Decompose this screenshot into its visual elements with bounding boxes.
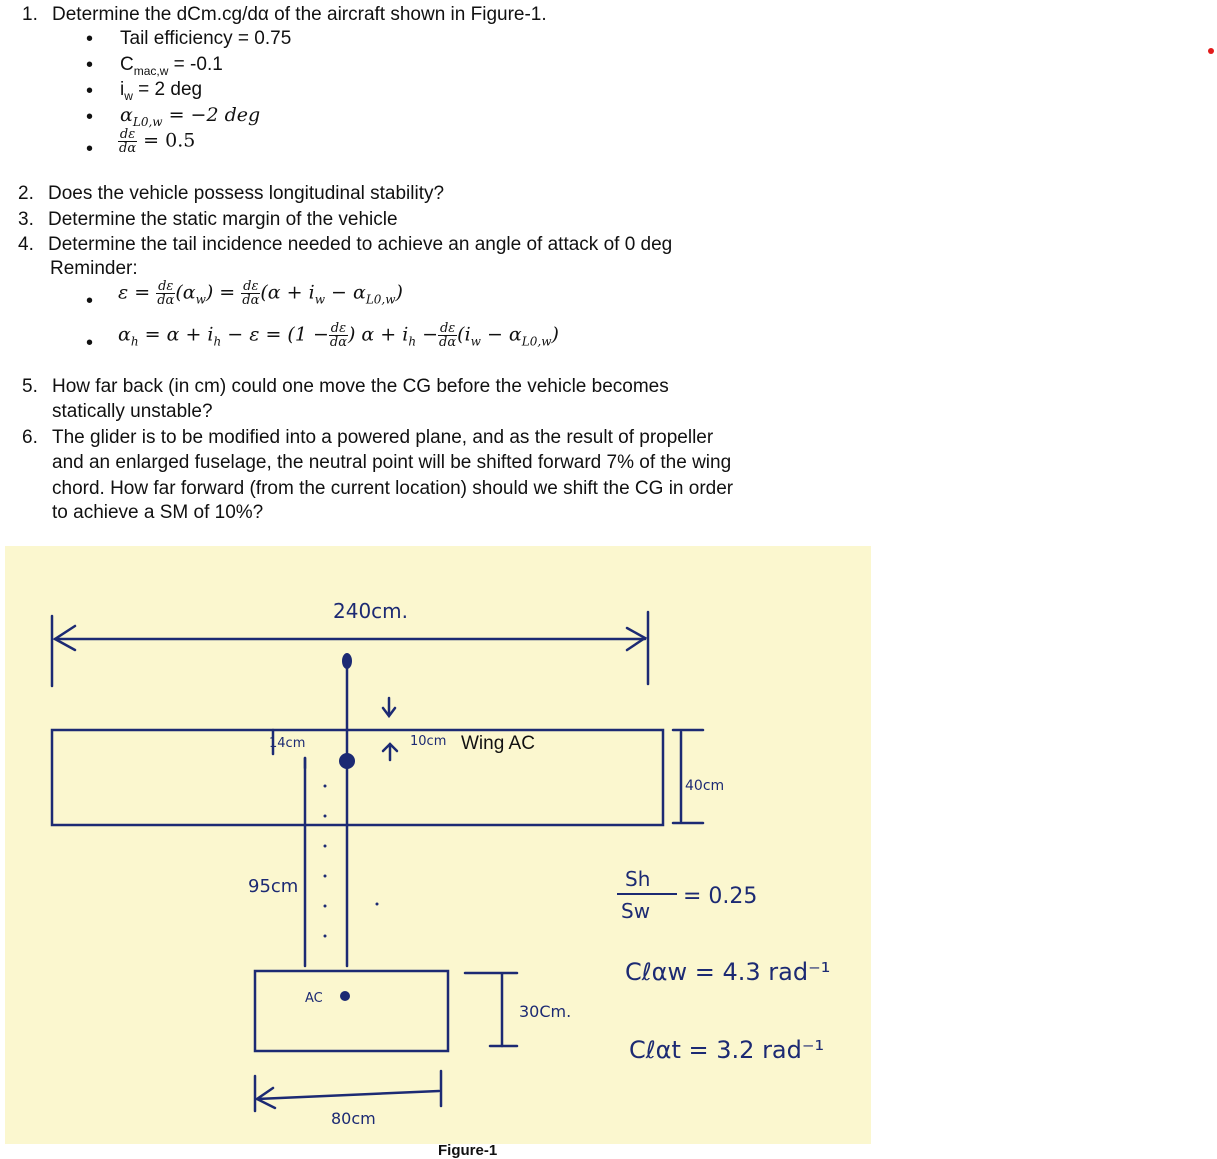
q1-text: Determine the dCm.cg/dα of the aircraft shown in Figure-1.	[52, 4, 547, 25]
nose-dot	[342, 653, 352, 669]
q3-text: Determine the static margin of the vehicle	[48, 209, 398, 230]
equation-alpha-h: $\alpha_h = \alpha + i_h - \varepsilon = (1$ − $\frac{d\varepsilon}{d\alpha}$ ) $\alpha + i_h$ − $\frac{d\varepsilon}{d\alpha}$ $(i_w - \alpha_{L0,w})$	[118, 321, 559, 350]
q6-line4: to achieve a SM of 10%?	[52, 502, 264, 523]
q6-line1: The glider is to be modified into a powered plane, and as the result of propeller	[52, 427, 714, 448]
tail-span-label: 80cm	[331, 1109, 376, 1128]
q6-line2: and an enlarged fuselage, the neutral point will be shifted forward 7% of the wing	[52, 452, 732, 473]
q5-number: 5.	[22, 376, 38, 397]
area-ratio-den: Sw	[621, 899, 651, 923]
q2-number: 2.	[18, 183, 34, 204]
q4-number: 4.	[18, 234, 34, 255]
given-iw: $i_w = 2$ deg	[120, 79, 203, 103]
bullet: •	[86, 290, 94, 312]
q3-number: 3.	[18, 209, 34, 230]
reminder-label: Reminder:	[50, 258, 138, 279]
tail-span-dimension-line	[257, 1091, 439, 1099]
area-ratio-value: = 0.25	[683, 884, 758, 909]
bullet: •	[86, 106, 94, 128]
bullet: •	[86, 80, 94, 102]
ac-offset-label: 10cm	[410, 734, 447, 749]
q5-line2: statically unstable?	[52, 401, 213, 422]
red-marker-dot	[1208, 48, 1214, 54]
tail-outline	[255, 971, 448, 1051]
tail-chord-label: 30Cm.	[519, 1002, 572, 1021]
bullet: •	[86, 138, 94, 160]
q1-number: 1.	[22, 4, 38, 25]
bullet: •	[86, 54, 94, 76]
figure-1-sketch	[5, 546, 871, 1144]
wing-outline	[52, 730, 663, 825]
q5-line1: How far back (in cm) could one move the CG before the vehicle becomes	[52, 376, 669, 397]
tail-ac-marker	[340, 991, 350, 1001]
dotted-line	[324, 785, 379, 938]
q6-line3: chord. How far forward (from the current location) should we shift the CG in order	[52, 478, 734, 499]
tail-ac-label: AC	[305, 991, 323, 1006]
tail-arm-label: 95cm	[248, 876, 299, 897]
given-tail-efficiency: Tail efficiency = 0.75	[120, 28, 292, 49]
wing-lift-slope: Cℓαw = 4.3 rad⁻¹	[625, 958, 831, 986]
bullet: •	[86, 28, 94, 50]
q2-text: Does the vehicle possess longitudinal stability?	[48, 183, 445, 204]
area-ratio-num: Sh	[625, 867, 651, 891]
given-cmac: $C_{mac,w} = -0.1$	[120, 54, 223, 78]
q6-number: 6.	[22, 427, 38, 448]
q4-text: Determine the tail incidence needed to achieve an angle of attack of 0 deg	[48, 234, 673, 255]
aircraft-planform-drawing	[5, 546, 871, 1144]
equation-epsilon: ε = $\frac{d\varepsilon}{d\alpha}$ $(\alpha_w)$ = $\frac{d\varepsilon}{d\alpha}$ $(\alpha + i_w - \alpha_{L0,w})$	[118, 279, 403, 308]
tail-lift-slope: Cℓαt = 3.2 rad⁻¹	[629, 1036, 825, 1064]
cg-marker	[339, 753, 355, 769]
figure-caption: Figure-1	[438, 1142, 498, 1159]
bullet: •	[86, 332, 94, 354]
wing-ac-label: Wing AC	[461, 733, 535, 754]
span-label: 240cm.	[333, 599, 409, 623]
cg-offset-label: 14cm	[269, 736, 306, 751]
given-deda: $\frac{d\varepsilon}{d\alpha}$ = 0.5	[119, 127, 196, 156]
given-alpha-l0: $\alpha_{L0,w} = -2$ deg	[120, 104, 261, 129]
chord-label: 40cm	[685, 778, 725, 794]
